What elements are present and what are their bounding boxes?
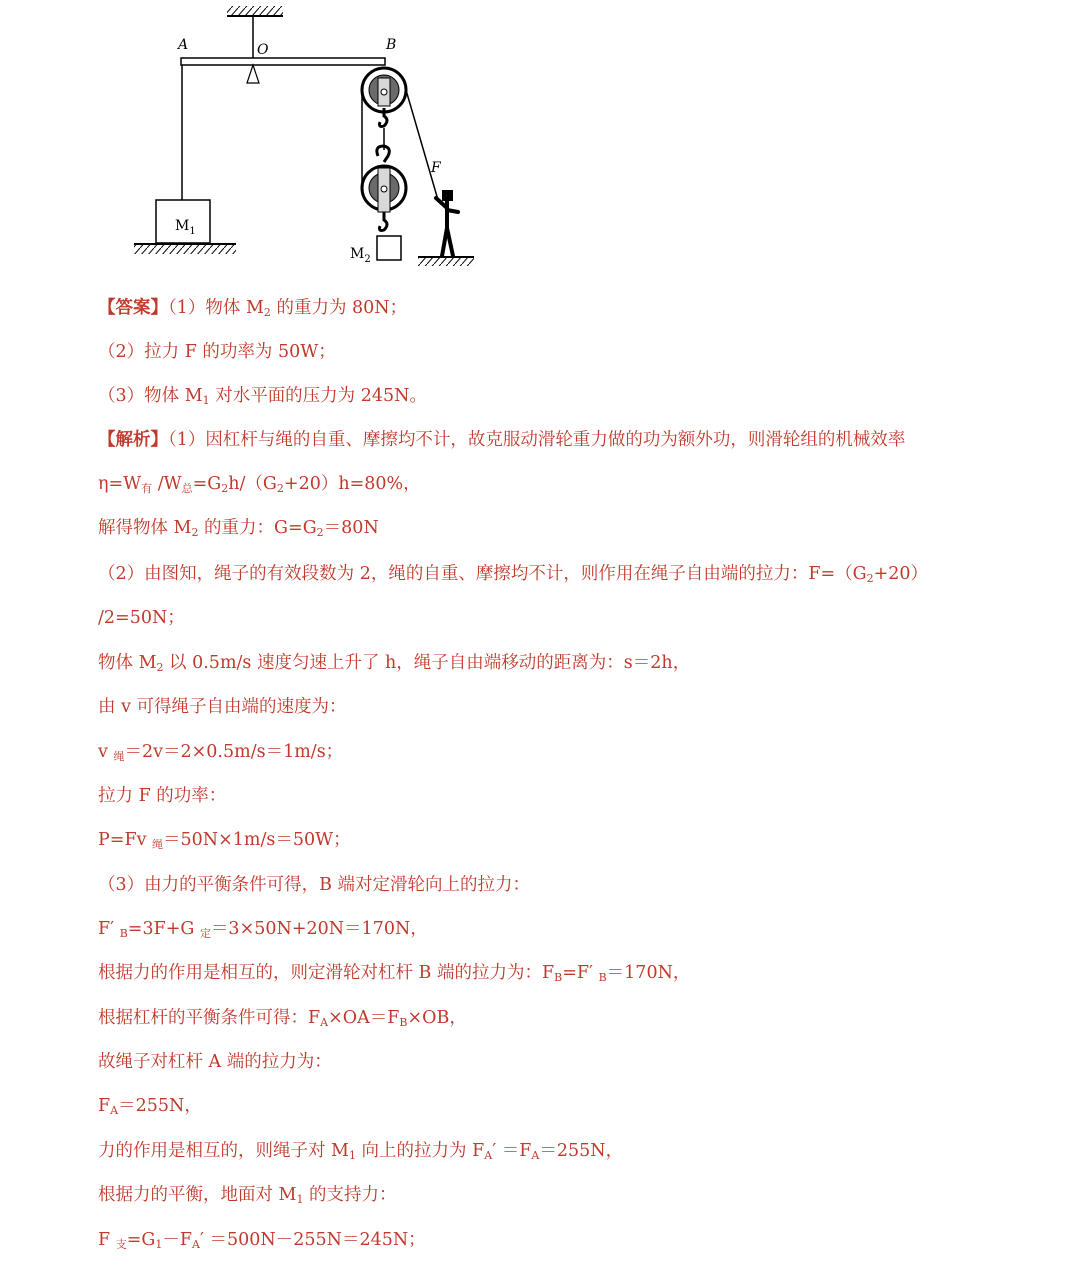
text: 向上的拉力为 F (355, 1141, 485, 1161)
analysis-line-19 (98, 1225, 1060, 1255)
subscript: 1 (348, 1149, 356, 1162)
text: +20）h=80%， (283, 474, 421, 494)
analysis-line-15: 故绳子对杠杆 A 端的拉力为： (98, 1052, 332, 1072)
subscript: B (119, 927, 128, 940)
text: =F′ (562, 963, 599, 983)
answer-line-1 (98, 293, 1060, 323)
subscript: 1 (202, 394, 210, 407)
subscript: 2 (276, 482, 284, 495)
text: 以 0.5m/s 速度匀速上升了 h，绳子自由端移动的距离为：s＝2h， (163, 653, 691, 673)
m1-label: $M_1$ (175, 218, 196, 237)
subscript: 2 (263, 306, 271, 319)
movable-pulley (362, 146, 406, 231)
answer-tag: 【答案】 (98, 298, 168, 318)
subscript: B (399, 1016, 408, 1029)
label-a: A (178, 37, 189, 53)
analysis-line-1 (98, 425, 1060, 455)
text: η=W (98, 474, 142, 494)
subscript: A (110, 1104, 119, 1117)
analysis-line-16 (98, 1091, 1060, 1121)
text: h/（G (228, 474, 277, 494)
subscript: 2 (221, 482, 229, 495)
subscript: A (484, 1149, 493, 1162)
text: 根据力的平衡，地面对 M (98, 1185, 297, 1205)
analysis-line-12 (98, 914, 1060, 944)
text: F (98, 1096, 111, 1116)
text: 解得物体 M (98, 518, 192, 538)
text: =G (192, 474, 222, 494)
subscript: 2 (316, 526, 324, 539)
text: v (98, 742, 114, 762)
text: ＝2v＝2×0.5m/s＝1m/s； (124, 742, 344, 762)
m2-label: $M_2$ (350, 246, 371, 265)
analysis-line-6 (98, 648, 1060, 678)
subscript: 2 (156, 661, 164, 674)
subscript: A (320, 1016, 329, 1029)
text: ＝50N×1m/s＝50W； (163, 830, 351, 850)
analysis-line-14 (98, 1003, 1060, 1033)
fixed-pulley (362, 68, 406, 127)
subscript: B (554, 971, 563, 984)
analysis-line-17 (98, 1136, 1060, 1166)
subscript: A (192, 1238, 200, 1251)
label-b: B (386, 37, 397, 53)
text: （3）物体 M (98, 386, 203, 406)
text: ＝3×50N+20N＝170N， (210, 919, 428, 939)
subscript: 定 (199, 927, 211, 940)
text: ×OA＝F (328, 1008, 400, 1028)
subscript: 总 (181, 482, 193, 495)
ceiling-support (227, 6, 283, 58)
subscript: 有 (141, 482, 153, 495)
text: （2）由图知，绳子的有效段数为 2，绳的自重、摩擦均不计，则作用在绳子自由端的拉力：F=（G (98, 564, 867, 584)
text: ×OB， (407, 1008, 467, 1028)
subscript: 2 (866, 572, 874, 585)
analysis-tag: 【解析】 (98, 430, 168, 450)
text: 根据杠杆的平衡条件可得：F (98, 1008, 321, 1028)
analysis-line-10 (98, 825, 1060, 855)
subscript: A (531, 1149, 540, 1162)
text: 力的作用是相互的，则绳子对 M (98, 1141, 349, 1161)
subscript: 绳 (113, 750, 125, 763)
analysis-line-13 (98, 958, 1060, 988)
label-o: O (257, 42, 269, 58)
text: /W (152, 474, 182, 494)
text: （1）因杠杆与绳的自重、摩擦均不计，故克服动滑轮重力做的功为额外功，则滑轮组的机械效率 (168, 430, 906, 450)
text: －F (162, 1230, 193, 1250)
analysis-line-11: （3）由力的平衡条件可得，B 端对定滑轮向上的拉力： (98, 875, 531, 895)
lever-bar (181, 58, 385, 65)
text: ′ ＝F (492, 1141, 532, 1161)
ground-right (418, 257, 474, 266)
text: ＝255N， (118, 1096, 202, 1116)
text: F (98, 1230, 116, 1250)
text: ＝255N， (539, 1141, 624, 1161)
text: （1）物体 M (168, 298, 264, 318)
m1-block (156, 200, 210, 243)
text: 对水平面的压力为 245N。 (209, 386, 427, 406)
text: ＝170N， (606, 963, 691, 983)
subscript: 2 (191, 526, 199, 539)
text: F′ (98, 919, 120, 939)
person-figure (436, 190, 458, 256)
subscript: 绳 (152, 838, 164, 851)
analysis-line-18 (98, 1180, 1060, 1210)
text: ＝80N (323, 518, 379, 538)
text: 物体 M (98, 653, 157, 673)
analysis-line-3 (98, 513, 1060, 543)
text: +20） (873, 564, 929, 584)
text: 的重力：G=G (198, 518, 317, 538)
m2-block (350, 236, 401, 265)
text: ′ ＝500N－255N＝245N； (199, 1230, 426, 1250)
text: =3F+G (127, 919, 200, 939)
answer-line-3 (98, 381, 1060, 411)
subscript: 1 (155, 1238, 163, 1251)
analysis-line-9: 拉力 F 的功率： (98, 786, 227, 806)
rope-free-end (406, 90, 438, 200)
answer-line-2: （2）拉力 F 的功率为 50W； (98, 342, 336, 362)
text: 根据力的作用是相互的，则定滑轮对杠杆 B 端的拉力为：F (98, 963, 555, 983)
analysis-line-8 (98, 737, 1060, 767)
analysis-line-2 (98, 469, 1060, 499)
ground-left (134, 244, 236, 254)
analysis-line-7: 由 v 可得绳子自由端的速度为： (98, 697, 347, 717)
analysis-line-4 (98, 559, 1060, 589)
text: 的支持力： (303, 1185, 397, 1205)
text: 的重力为 80N； (270, 298, 408, 318)
subscript: 支 (115, 1238, 127, 1251)
fulcrum (247, 65, 259, 83)
subscript: B (598, 971, 607, 984)
analysis-line-5: /2=50N； (98, 608, 185, 628)
label-f: F (431, 160, 441, 176)
subscript: 1 (296, 1193, 304, 1206)
lever-pulley-diagram (0, 0, 1080, 285)
text: P=Fv (98, 830, 153, 850)
text: =G (126, 1230, 156, 1250)
